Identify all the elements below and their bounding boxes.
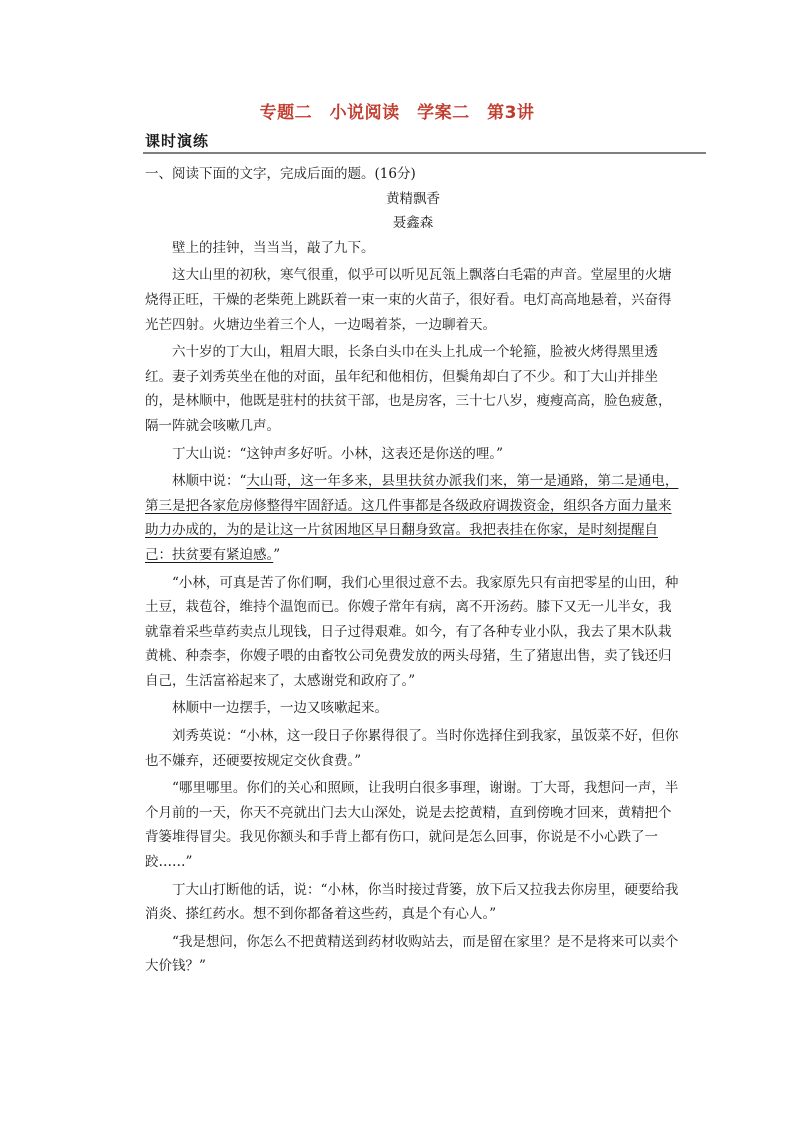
underlined-passage: 大山哥，这一年多来，县里扶贫办派我们来，第一是通路，第二是通电，第三是把各家危房修整得牢固舒适。这几件事都是各级政府调拨资金，组织各方面力量来助力办成的，为的是让这一片贫困地区早日翻身致富。我把表挂在你家，是时刻提醒自己：扶贫要有紧迫感。 xyxy=(145,473,679,563)
section-heading: 课时演练 xyxy=(145,132,210,150)
story-author: 聂鑫森 xyxy=(392,215,434,232)
paragraph-5 xyxy=(145,469,681,567)
paragraph-2: 这大山里的初秋，寒气很重，似乎可以听见瓦瓴上飘落白毛霜的声音。堂屋里的火塘烧得正旺，干燥的老柴蔸上跳跃着一束一束的火苗子，很好看。电灯高高地悬着，兴奋得光芒四射。火塘边坐着三个人，一边喝着茶，一边聊着天。 xyxy=(145,267,672,333)
article-body xyxy=(145,162,681,979)
paragraph-7: 林顺中一边摆手，一边又咳嗽起来。 xyxy=(172,700,388,717)
paragraph-6: “小林，可真是苦了你们啊，我们心里很过意不去。我家原先只有亩把零星的山田，种土豆，栽苞谷，维持个温饱而已。你嫂子常年有病，离不开汤药。膝下又无一儿半女，我就靠着采些草药卖点儿现钱，日子过得艰难。如今，有了各种专业小队，我去了果木队栽黄桃、种柰李，你嫂子喂的由畜牧公司免费发放的两头母猪，生了猪崽出售，卖了钱还归自己，生活富裕起来了，太感谢党和政府了。” xyxy=(145,574,679,689)
paragraph-11: “我是想问，你怎么不把黄精送到药材收购站去，而是留在家里？是不是将来可以卖个大价钱？” xyxy=(145,933,679,975)
section-divider xyxy=(143,152,706,154)
paragraph-4: 丁大山说：“这钟声多好听。小林，这表还是你送的哩。” xyxy=(172,445,504,462)
question-intro: 一、阅读下面的文字，完成后面的题。(16分) xyxy=(145,166,416,182)
paragraph-1: 壁上的挂钟，当当当，敲了九下。 xyxy=(172,239,375,256)
paragraph-9: “哪里哪里。你们的关心和照顾，让我明白很多事理，谢谢。丁大哥，我想问一声，半个月前的一天，你天不亮就出门去大山深处，说是去挖黄精，直到傍晚才回来，黄精把个背篓堆得冒尖。我见你额头和手背上都有伤口，就问是怎么回事，你说是不小心跌了一跤……” xyxy=(145,780,679,871)
page-title: 专题二 小说阅读 学案二 第3讲 xyxy=(259,103,535,123)
paragraph-3: 六十岁的丁大山，粗眉大眼，长条白头巾在头上扎成一个轮箍，脸被火烤得黑里透红。妻子刘秀英坐在他的对面，虽年纪和他相仿，但鬓角却白了不少。和丁大山并排坐的，是林顺中，他既是驻村的扶贫干部，也是房客，三十七八岁，瘦瘦高高，脸色疲惫，隔一阵就会咳嗽几声。 xyxy=(145,344,672,434)
story-title: 黄精飘香 xyxy=(386,190,440,207)
paragraph-5-prefix: 林顺中说：“ xyxy=(172,473,247,490)
paragraph-5-suffix: ” xyxy=(273,546,281,563)
paragraph-8: 刘秀英说：“小林，这一段日子你累得很了。当时你选择住到我家，虽饭菜不好，但你也不嫌弃，还硬要按规定交伙食费。” xyxy=(145,728,679,769)
paragraph-10: 丁大山打断他的话，说：“小林，你当时接过背篓，放下后又拉我去你房里，硬要给我消炎、搽红药水。想不到你都备着这些药，真是个有心人。” xyxy=(145,881,679,923)
